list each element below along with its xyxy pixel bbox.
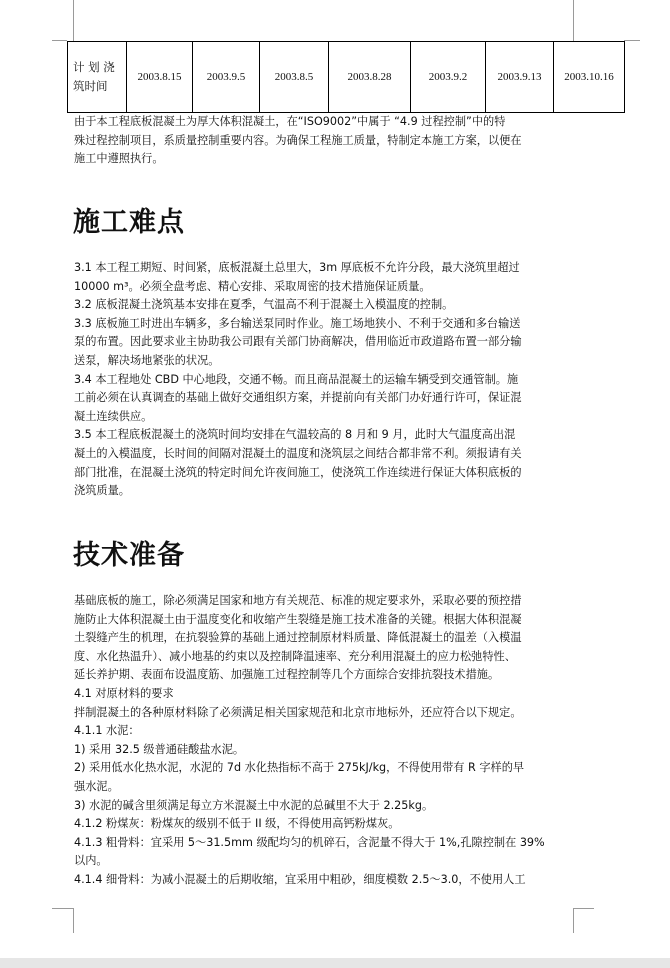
crop-mark	[52, 40, 67, 41]
text-line: 3.4 本工程地处 CBD 中心地段，交通不畅。而且商品混凝土的运输车辆受到交通管制。施	[74, 372, 519, 386]
crop-mark	[573, 908, 594, 909]
text-line: 4.1.1 水泥：	[74, 724, 140, 738]
text-line: 拌制混凝土的各种原材料除了必须满足相关国家规范和北京市地标外，还应符合以下规定。	[74, 705, 522, 719]
date-cell: 2003.10.16	[554, 42, 625, 113]
page-bottom-gutter	[0, 958, 670, 968]
section2-body	[74, 592, 576, 890]
text-line: 以内。	[74, 854, 108, 868]
date-cell: 2003.9.13	[486, 42, 554, 113]
text-line: 浇筑质量。	[74, 484, 130, 498]
text-line: 泵的布置。因此要求业主协助我公司跟有关部门协商解决，借用临近市政道路布置一部分输	[74, 335, 522, 349]
crop-mark	[573, 908, 574, 933]
crop-mark	[73, 0, 74, 41]
date-cell: 2003.9.5	[193, 42, 260, 113]
section-heading: 技术准备	[73, 540, 185, 571]
text-line: 4.1 对原材料的要求	[74, 686, 174, 700]
date-cell: 2003.8.5	[260, 42, 329, 113]
text-line: 土裂缝产生的机理，在抗裂验算的基础上通过控制原材料质量、降低混凝土的温差（入模温	[74, 631, 522, 645]
crop-mark	[52, 908, 73, 909]
text-line: 3.5 本工程底板混凝土的浇筑时间均安排在气温较高的 8 月和 9 月，此时大气温度高出混	[74, 428, 516, 442]
section1-body	[74, 259, 576, 501]
text-line: 由于本工程底板混凝土为厚大体积混凝土，在“ISO9002”中属于 “4.9 过程控制”中的特	[74, 115, 506, 128]
label-line: 计 划 浇	[73, 60, 115, 74]
crop-mark	[573, 0, 574, 41]
schedule-table	[67, 41, 625, 113]
text-line: 3) 水泥的碱含里须满足每立方米混凝土中水泥的总碱里不大于 2.25kg。	[74, 798, 434, 812]
text-line: 2) 采用低水化热水泥，水泥的 7d 水化热指标不高于 275kJ/kg，不得使用带有 R 字样的早	[74, 761, 525, 775]
label-line: 筑时间	[73, 79, 108, 93]
text-line: 部门批准，在混凝土浇筑的特定时间允许夜间施工，使浇筑工作连续进行保证大体积底板的	[74, 465, 522, 479]
crop-mark	[624, 40, 640, 41]
crop-mark	[73, 908, 74, 933]
text-line: 10000 m³。必须全盘考虑、精心安排、采取周密的技术措施保证质量。	[74, 279, 431, 293]
text-line: 强水泥。	[74, 779, 119, 793]
date-cell: 2003.8.28	[329, 42, 411, 113]
text-line: 基础底板的施工，除必须满足国家和地方有关规范、标准的规定要求外，采取必要的预控措	[74, 594, 522, 607]
text-line: 3.3 底板施工时进出车辆多，多台输送泵同时作业。施工场地狭小、不利于交通和多台输送	[74, 316, 521, 330]
text-line: 凝土连续供应。	[74, 409, 153, 423]
text-line: 4.1.2 粉煤灰：粉煤灰的级别不低于 II 级，不得使用高钙粉煤灰。	[74, 817, 400, 831]
text-line: 1) 采用 32.5 级普通硅酸盐水泥。	[74, 742, 245, 756]
schedule-row-label	[68, 42, 127, 113]
text-line: 4.1.3 粗骨料：宜采用 5～31.5mm 级配均匀的机碎石，含泥量不得大于 1%,孔隙控制在 39%	[74, 835, 545, 849]
text-line: 3.2 底板混凝土浇筑基本安排在夏季，气温高不利于混凝土入模温度的控制。	[74, 298, 454, 312]
intro-paragraph	[74, 113, 576, 169]
text-line: 施防止大体积混凝土由于温度变化和收缩产生裂缝是施工技术准备的关键。根据大体积混凝	[74, 612, 522, 626]
text-line: 凝土的入模温度，长时间的间隔对混凝土的温度和浇筑层之间结合都非常不利。须报请有关	[74, 446, 522, 460]
text-line: 4.1.4 细骨料：为减小混凝土的后期收缩，宜采用中粗砂，细度模数 2.5～3.0，不使用人工	[74, 872, 526, 886]
text-line: 殊过程控制项目，系质量控制重要内容。为确保工程施工质量，特制定本施工方案，以便在	[74, 133, 522, 147]
table-row	[68, 42, 625, 113]
date-cell: 2003.8.15	[127, 42, 193, 113]
text-line: 送泵，解决场地紧张的状况。	[74, 353, 220, 367]
text-line: 延长养护期、表面布设温度筋、加强施工过程控制等几个方面综合安排抗裂技术措施。	[74, 668, 500, 682]
text-line: 工前必须在认真调查的基础上做好交通组织方案，并提前向有关部门办好通行许可，保证混	[74, 391, 522, 405]
section-heading: 施工难点	[73, 207, 185, 238]
text-line: 度、水化热温升）、减小地基的约束以及控制降温速率、充分利用混凝土的应力松弛特性、	[74, 649, 516, 663]
date-cell: 2003.9.2	[411, 42, 486, 113]
text-line: 施工中遵照执行。	[74, 152, 164, 166]
text-line: 3.1 本工程工期短、时间紧，底板混凝土总里大，3m 厚底板不允许分段，最大浇筑里超过	[74, 261, 520, 274]
